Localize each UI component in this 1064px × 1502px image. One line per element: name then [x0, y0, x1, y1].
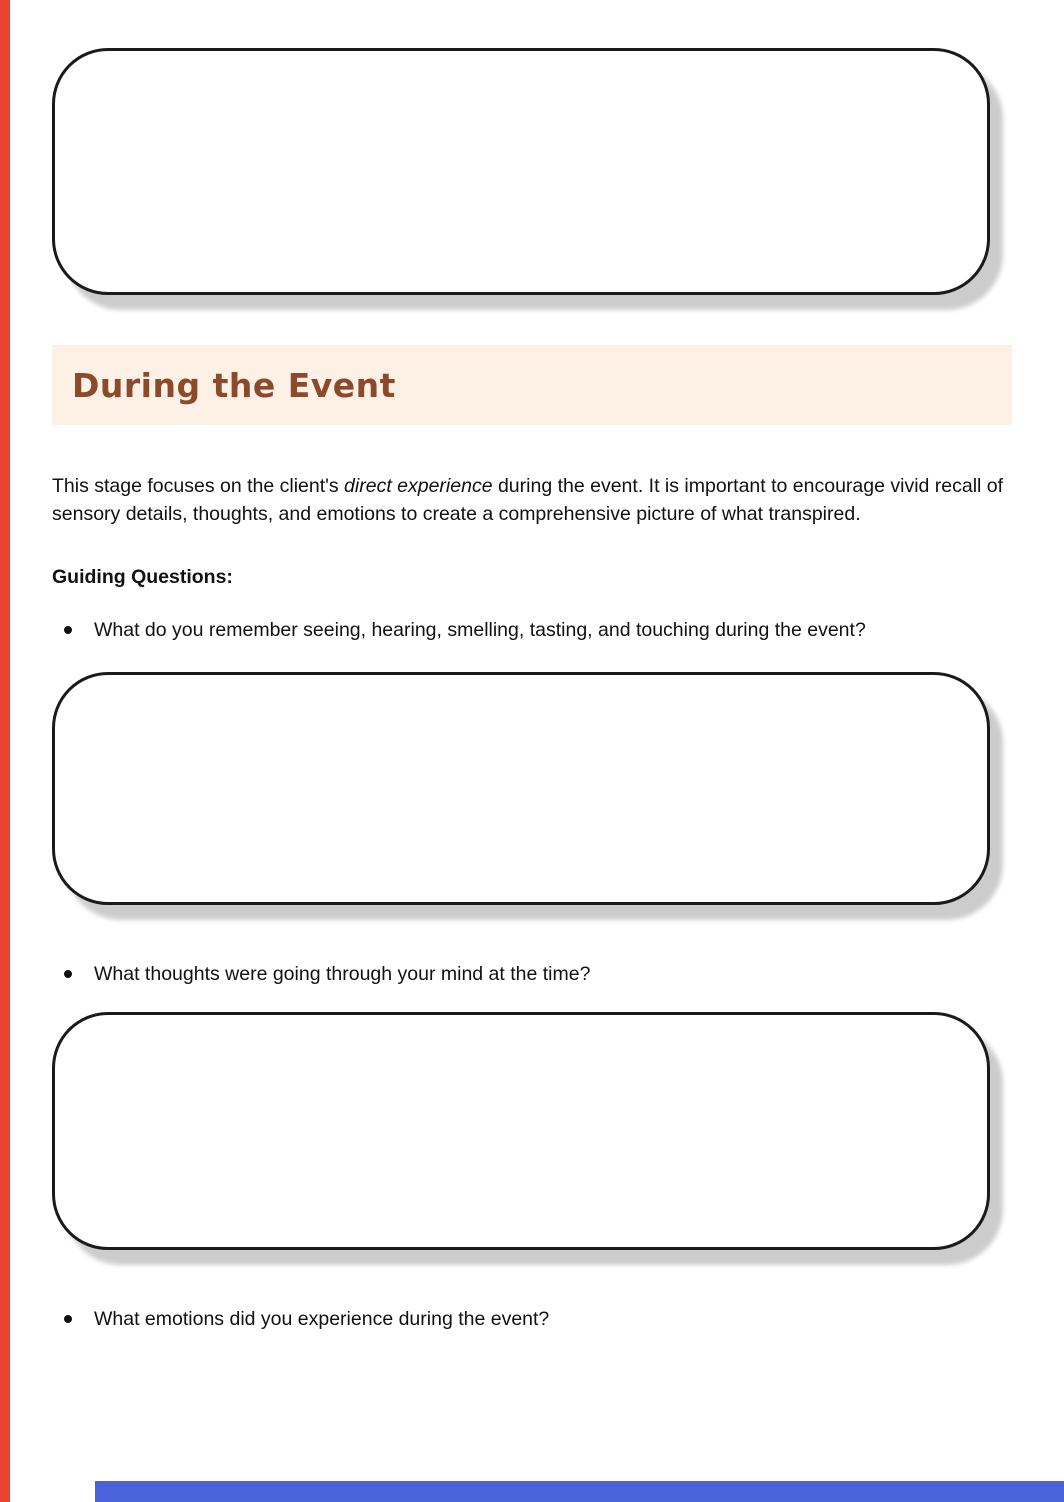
section-header-band — [52, 345, 1012, 425]
question-item — [64, 1306, 1014, 1332]
bullet-icon — [64, 970, 72, 978]
left-accent-strip — [0, 0, 10, 1502]
intro-text-post: during the event. It is important to encourage vivid recall of sensory details, thoughts, and emotions to create a comprehensive picture of what transpired. — [52, 474, 1004, 525]
page-title: During the Event — [72, 365, 396, 405]
question-text: What emotions did you experience during the event? — [94, 1308, 550, 1330]
question-text: What do you remember seeing, hearing, smelling, tasting, and touching during the event? — [94, 619, 866, 641]
answer-box-sensory[interactable] — [52, 672, 990, 905]
question-item — [64, 961, 1014, 987]
guiding-questions-label: Guiding Questions: — [52, 566, 233, 588]
bullet-icon — [64, 1315, 72, 1323]
question-item — [64, 617, 1014, 643]
answer-box-previous[interactable] — [52, 48, 990, 295]
intro-text-pre: This stage focuses on the client's — [52, 474, 345, 497]
answer-box-thoughts[interactable] — [52, 1012, 990, 1250]
intro-text-italic: direct experience — [344, 474, 493, 497]
bullet-icon — [64, 626, 72, 634]
next-section-band — [95, 1481, 1064, 1502]
intro-paragraph — [52, 472, 1018, 529]
question-text: What thoughts were going through your mind at the time? — [94, 963, 591, 985]
